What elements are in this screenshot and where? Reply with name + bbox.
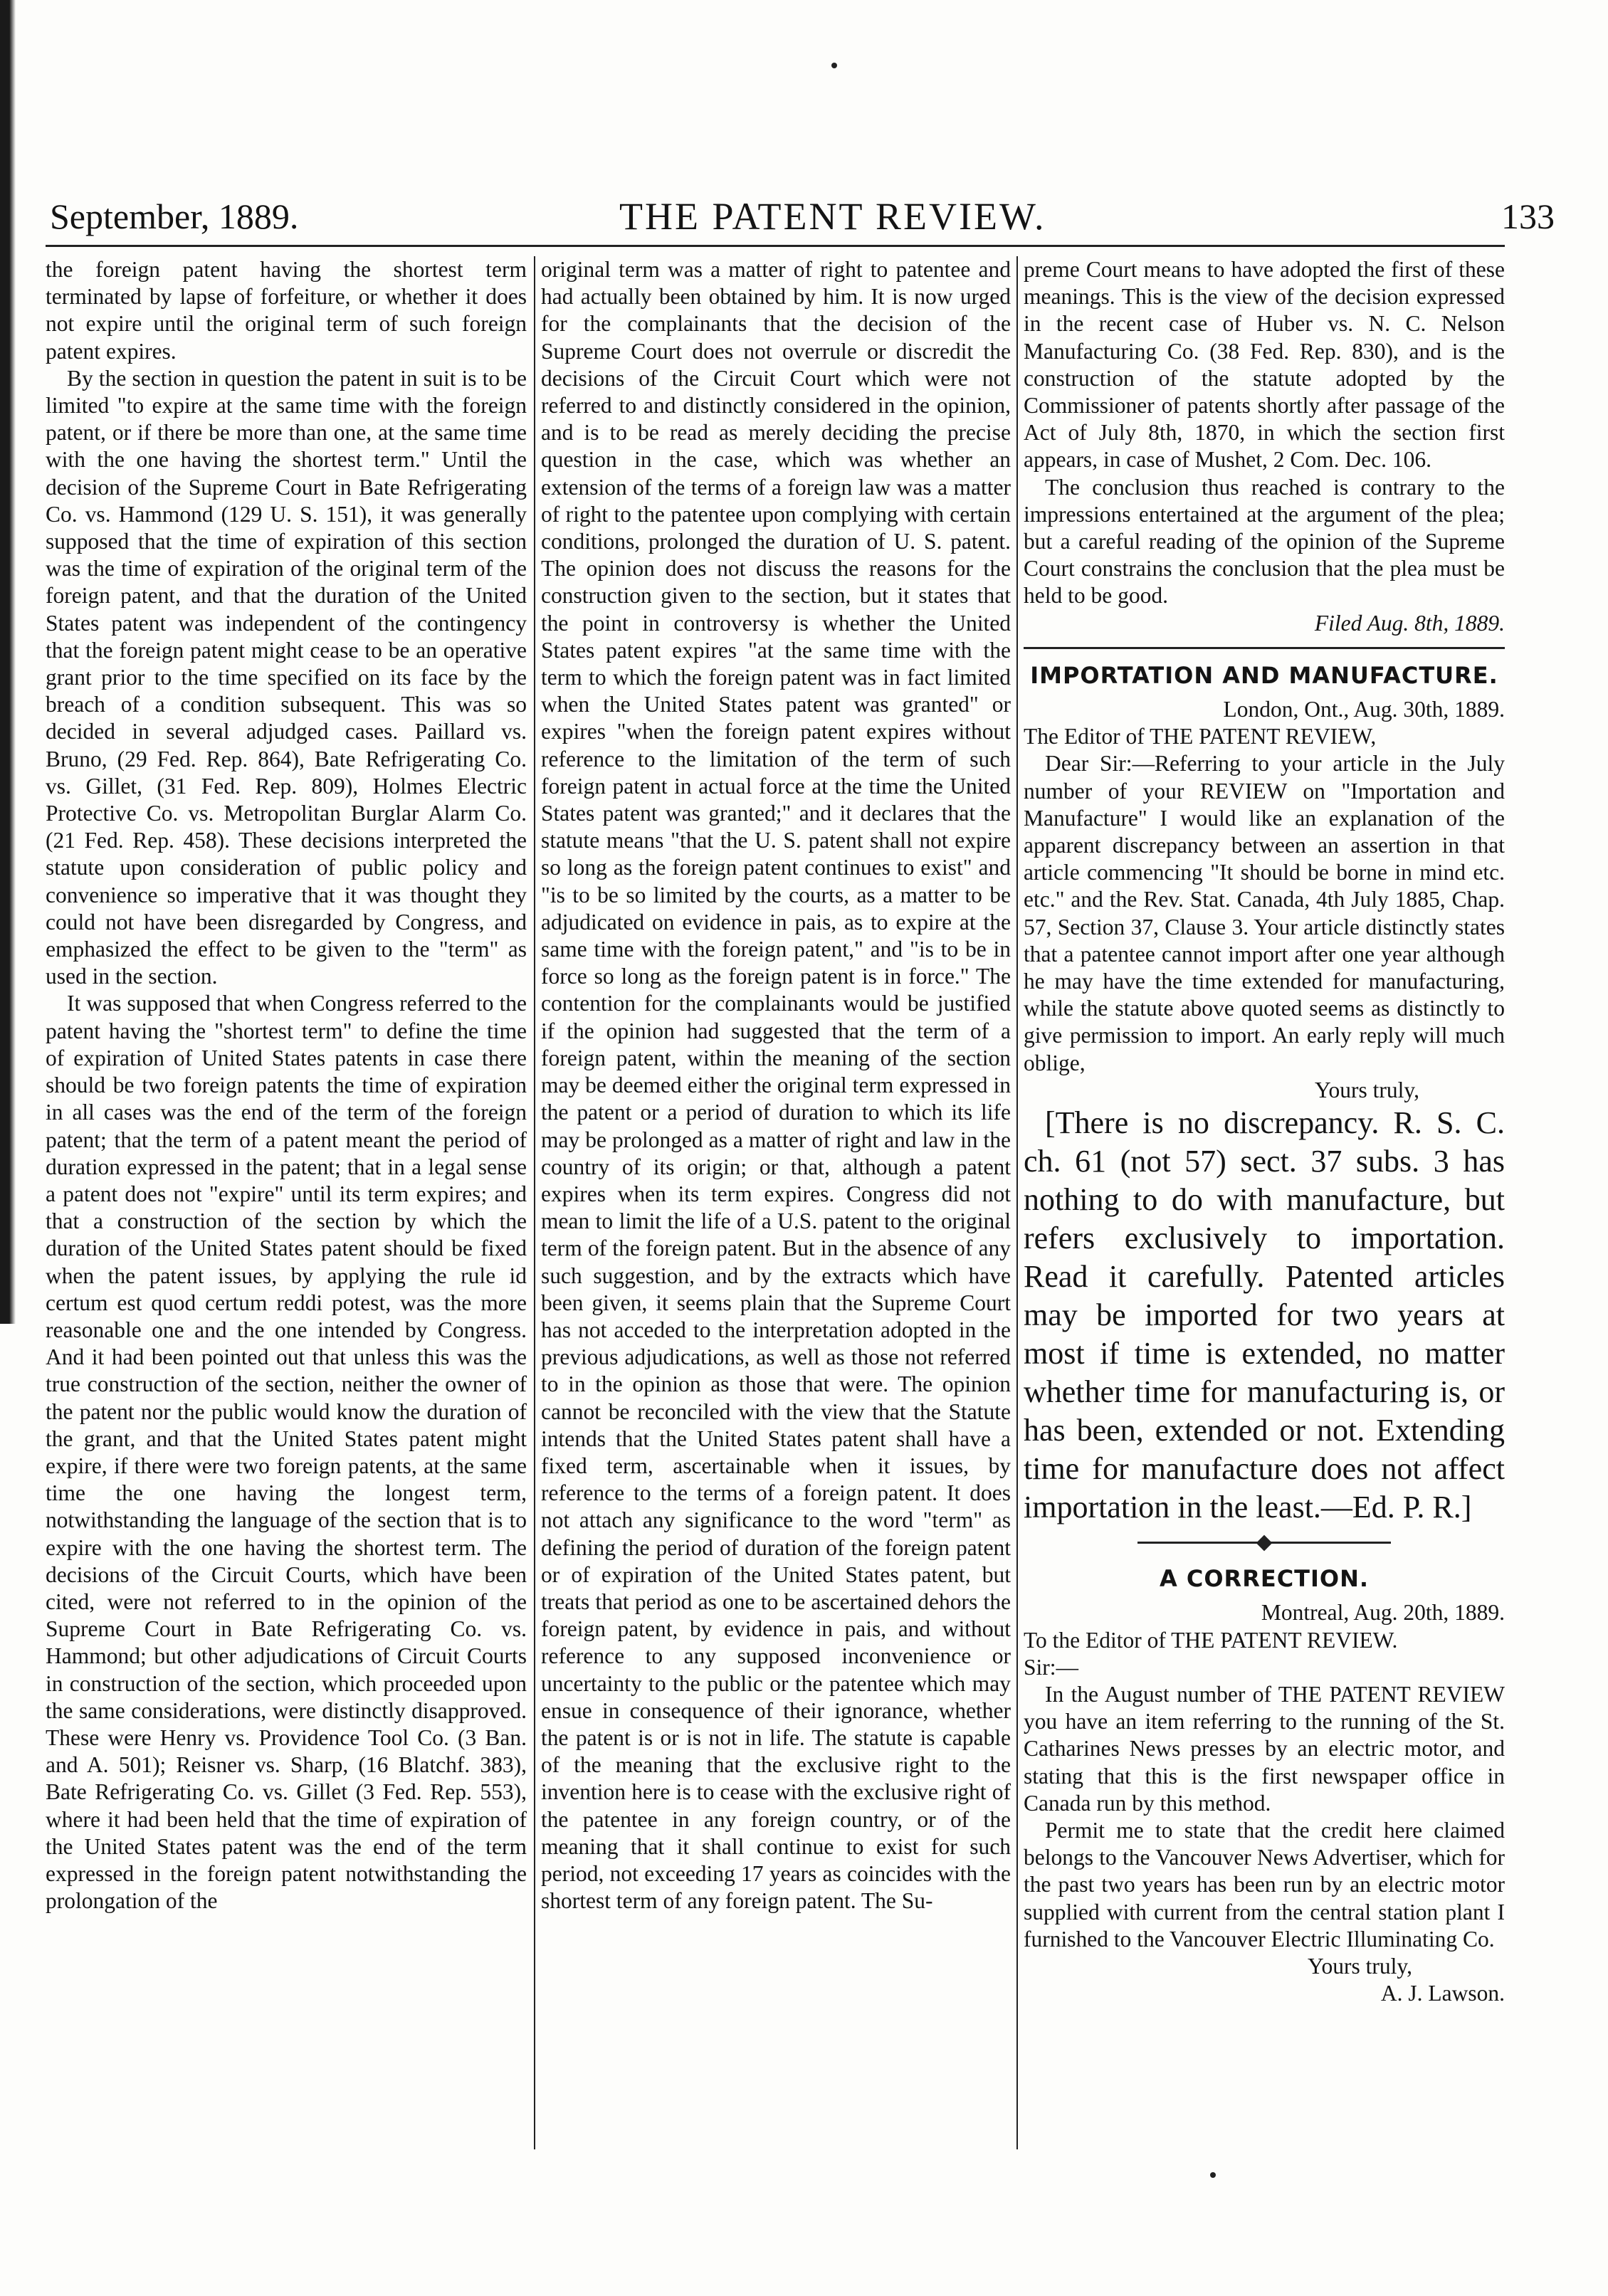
letter-signature: A. J. Lawson. — [1380, 1981, 1505, 2006]
running-header — [43, 191, 1559, 242]
column-rule-2 — [1016, 256, 1018, 2149]
column-rule-1 — [534, 256, 535, 2149]
column-2 — [541, 256, 1011, 1915]
letter-body: Dear Sir:—Referring to your article in the July number of your REVIEW on "Importation and Manufacture" I would like an explanation of the apparent discrepancy between an assertion in that article commencing "It should be borne in mind etc. etc." and the Rev. Stat. Canada, 4th July 1885, Chap. 57, Section 37, Clause 3. Your article distinctly states that a patentee cannot import after one year although he may have the time extended for manufacturing, while the statute above quoted seems as distinctly to give permission to import. An early reply will much oblige, — [1024, 751, 1505, 1075]
section-divider — [1024, 1532, 1505, 1552]
issue-date: September, 1889. — [50, 196, 299, 236]
paragraph: original term was a matter of right to patentee and had actually been obtained by him. It is now urged for the complainants that the decision of the Supreme Court does not overrule or discredit the decisions of the Circuit Court which were not referred to and distinctly considered in the opinion, and is to be read as merely deciding the precise question in the case, which was whether an extension of the terms of a foreign law was a matter of right to the patentee upon complying with certain conditions, prolonged the duration of U. S. patent. The opinion does not discuss the reasons for the construction given to the section, but it states that the point in controversy is whether the United States patent expires "at the same time with the term to which the foreign patent was in fact limited when the United States patent was granted" or expires "when the foreign patent expires without reference to the limitation of the term of such foreign patent in actual force at the time the United States patent was granted;" and it declares that the statute means "that the U. S. patent shall not expire so long as the foreign patent continues to exist" and "is to be so limited by the courts, as a matter to be adjudicated on evidence in pais, as to expire at the same time with the foreign patent," and "is to be in force so long as the foreign patent is in force." The contention for the complainants would be justified if the opinion had suggested that the term of a foreign patent, within the meaning of the section may be deemed either the original term expressed in the patent or a period of duration to which its life may be prolonged as a matter of right and law in the country of its origin; or that, although a patent expires when its term expires. Congress did not mean to limit the life of a U.S. patent to the original term of the foreign patent. But in the absence of any such suggestion, and by the extracts which have been given, it seems plain that the Supreme Court has not acceded to the interpretation adopted in the previous adjudications, as well as those not referred to in the opinion as those that were. The opinion cannot be reconciled with the view that the Statute intends that the United States patent shall have a fixed term, ascertainable when it issues, by reference to the terms of a foreign patent. It does not attach any significance to the word "term" as defining the period of duration of the foreign patent or of expiration of the United States patent, but treats that period as one to be ascertained dehors the foreign patent, by evidence in pais, and without reference to any supposed inconvenience or uncertainty to the public or the patentee which may ensue in consequence of their ignorance, whether the patent is or is not in life. The statute is capable of the meaning that the exclusive right to the invention here is to cease with the exclusive right of the patentee in any foreign country, or of the meaning that it shall continue to exist for such period, not exceeding 17 years as coincides with the shortest term of any foreign patent. The Su- — [541, 257, 1011, 1914]
letter-salutation: The Editor of THE PATENT REVIEW, — [1024, 724, 1377, 749]
journal-title: THE PATENT REVIEW. — [619, 195, 1046, 238]
letter-closing: Yours truly, — [1307, 1953, 1412, 1979]
page-number: 133 — [1501, 196, 1555, 236]
section-heading-importation: IMPORTATION AND MANUFACTURE. — [1030, 661, 1498, 689]
ink-speck — [831, 63, 837, 68]
letter-paragraph: In the August number of THE PATENT REVIEW you have an item referring to the running of the St. Catharines News presses by an electric motor, and stating that this is the first newspaper office in Canada run by this method. — [1024, 1681, 1505, 1816]
column-3 — [1024, 256, 1505, 2007]
letter-paragraph: Permit me to state that the credit here claimed belongs to the Vancouver News Advertiser, which for the past two years has been run by an electric motor supplied with current from the central station plant I furnished to the Vancouver Electric Illuminating Co. — [1024, 1817, 1505, 1952]
section-heading-correction: A CORRECTION. — [1159, 1565, 1370, 1593]
paragraph: By the section in question the patent in suit is to be limited "to expire at the same time with the foreign patent, or if there be more than one, at the same time with the one having the shortest term." Until the decision of the Supreme Court in Bate Refrigerating Co. vs. Hammond (129 U. S. 151), it was generally supposed that the time of expiration of this section was the time of expiration of the original term of the foreign patent, and that the duration of the United States patent was independent of the contingency that the foreign patent might cease to be an operative grant prior to the time specified on its face by the breach of a condition subsequent. This was so decided in several adjudged cases. Paillard vs. Bruno, (29 Fed. Rep. 864), Bate Refrigerating Co. vs. Gillet, (31 Fed. Rep. 809), Holmes Electric Protective Co. vs. Metropolitan Burglar Alarm Co. (21 Fed. Rep. 458). These decisions interpreted the statute upon consideration of public policy and convenience so imperative that it was thought they could not have been disregarded by Congress, and emphasized the effect to be given to the "term" as used in the section. — [46, 365, 527, 989]
letter-dateline: London, Ont., Aug. 30th, 1889. — [1223, 697, 1505, 722]
paragraph: The conclusion thus reached is contrary to the impressions entertained at the argument of the plea; but a careful reading of the opinion of the Supreme Court constrains the conclusion that the plea must be held to be good. — [1024, 474, 1505, 609]
paragraph: the foreign patent having the shortest term terminated by lapse of forfeiture, or whether it does not expire until the original term of such foreign patent expires. — [46, 257, 527, 364]
letter-salutation-sir: Sir:— — [1024, 1654, 1079, 1680]
paragraph: preme Court means to have adopted the first of these meanings. This is the view of the decision expressed in the recent case of Huber vs. N. C. Nelson Manufacturing Co. (38 Fed. Rep. 830), and is the construction of the statute adopted by the Commissioner of patents shortly after passage of the Act of July 8th, 1870, in which the section first appears, in case of Mushet, 2 Com. Dec. 106. — [1024, 257, 1505, 473]
paragraph: It was supposed that when Congress referred to the patent having the "shortest term" to define the time of expiration of United States patents in case there should be two foreign patents the time of expiration in all cases was the end of the term of the foreign patent; that the term of a patent meant the period of duration expressed in the patent; that in a legal sense a patent does not "expire" until its term expires; and that a construction of the section by which the duration of the United States patent should be fixed when the patent issues, by applying the rule id certum est quod certum reddi potest, was the more reasonable one and the one intended by Congress. And it had been pointed out that unless this was the true construction of the section, neither the owner of the patent nor the public would know the duration of the grant, and that the United States patent might expire, if there were two foreign patents, at the same time the one having the longest term, notwithstanding the language of the section that is to expire with the one having the shortest term. The decisions of the Circuit Courts, which have been cited, were not referred to in the opinion of the Supreme Court in Bate Refrigerating Co. vs. Hammond; but other adjudications of Circuit Courts in construction of the section, which proceeded upon the same considerations, were distinctly disapproved. These were Henry vs. Providence Tool Co. (3 Ban. and A. 501); Reisner vs. Sharp, (16 Blatchf. 383), Bate Refrigerating Co. vs. Gillet (3 Fed. Rep. 553), where it had been held that the time of expiration of the United States patent was the end of the term expressed in the foreign patent notwithstanding the prolongation of the — [46, 991, 527, 1914]
section-rule — [1024, 647, 1505, 649]
letter-salutation: To the Editor of THE PATENT REVIEW. — [1024, 1627, 1398, 1653]
column-1 — [46, 256, 527, 1915]
editor-note: [There is no discrepancy. R. S. C. ch. 61 (not 57) sect. 37 subs. 3 has nothing to do with manufacture, but refers exclusively to importation. Read it carefully. Patented articles may be imported for two years at most if time is extended, no matter whether time for manufacturing is, or has been, extended or not. Extending time for manufacture does not affect importation in the least.—Ed. P. R.] — [1024, 1105, 1505, 1525]
ink-speck — [1210, 2172, 1216, 2178]
letter-closing: Yours truly, — [1314, 1077, 1419, 1102]
letter-dateline: Montreal, Aug. 20th, 1889. — [1261, 1600, 1505, 1626]
filed-date: Filed Aug. 8th, 1889. — [1314, 610, 1505, 636]
header-rule — [46, 245, 1505, 247]
binding-shadow — [0, 0, 16, 1324]
